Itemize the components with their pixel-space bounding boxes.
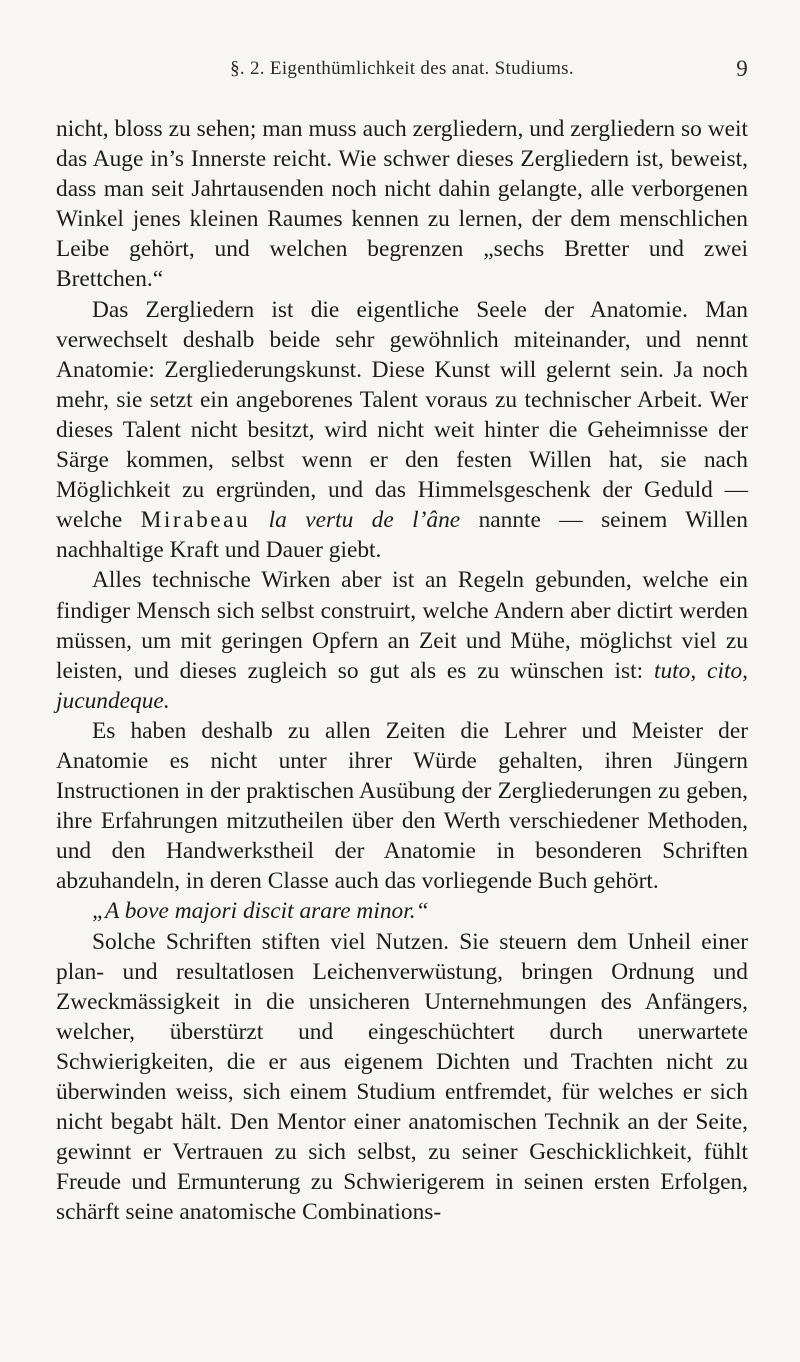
name-mirabeau: Mirabeau [140,507,251,534]
paragraph-2-text-a: Das Zergliedern ist die eigentliche Seele der Anatomie. Man verwechselt deshalb beide sehr gewöhnlich miteinander, und nennt Anatomie: Zergliederungskunst. Diese Kunst will gelernt sein. Ja noch mehr, sie setzt ein angeborenes Talent voraus zu technischer Arbeit. Wer dieses Talent nicht besitzt, wird nicht weit hinter die Geheimnisse der Särge kommen, selbst wenn er den festen Willen hat, sie nach Möglichkeit zu ergründen, und das Himmelsgeschenk der Geduld — welche [56,296,748,534]
body-text [56,114,748,1227]
page-number: 9 [736,56,748,81]
section-title: §. 2. Eigenthümlichkeit des anat. Studiums. [230,58,574,79]
paragraph-3 [56,565,748,715]
paragraph-3-text: Alles technische Wirken aber ist an Regeln gebunden, welche ein findiger Mensch sich selbst construirt, welche Andern aber dictirt werden müssen, um mit geringen Opfern an Zeit und Mühe, möglichst viel zu leisten, und dieses zugleich so gut als es zu wünschen ist: [56,567,748,684]
quote-tuto-cito: tuto, cito, jucundeque. [56,657,748,714]
paragraph-5: Solche Schriften stiften viel Nutzen. Sie steuern dem Unheil einer plan- und resultatlosen Leichenverwüstung, bringen Ordnung und Zweckmässigkeit in die unsicheren Unternehmungen des Anfängers, welcher, überstürzt und eingeschüchtert durch unerwartete Schwierigkeiten, die er aus eigenem Dichten und Trachten nicht zu überwinden weiss, sich einem Studium entfremdet, für welches er sich nicht begabt hält. Den Mentor einer anatomischen Technik an der Seite, gewinnt er Vertrauen zu sich selbst, zu seiner Geschicklichkeit, fühlt Freude und Ermunterung zu Schwierigerem in seinen ersten Erfolgen, schärft seine anatomische Combinations- [56,928,748,1226]
quote-la-vertu: la vertu de l’âne [268,507,461,534]
paragraph-1: nicht, bloss zu sehen; man muss auch zergliedern, und zergliedern so weit das Auge in’s Innerste reicht. Wie schwer dieses Zergliedern ist, beweist, dass man seit Jahrtausenden noch nicht dahin gelangte, alle verborgenen Winkel jenes kleinen Raumes kennen zu lernen, der dem menschlichen Leibe gehört, und welchen begrenzen „sechs Bretter und zwei Brettchen.“ [56,116,748,293]
paragraph-2-text-b: nannte — seinem Willen nachhaltige Kraft und Dauer giebt. [56,507,748,564]
running-head [56,58,748,90]
paragraph-4: Es haben deshalb zu allen Zeiten die Lehrer und Meister der Anatomie es nicht unter ihrer Würde gehalten, ihren Jüngern Instructionen in der praktischen Ausübung der Zergliederungen zu geben, ihre Erfahrungen mitzutheilen über den Werth verschiedener Methoden, und den Handwerkstheil der Anatomie in besonderen Schriften abzuhandeln, in deren Classe auch das vorliegende Buch gehört. [56,717,748,895]
paragraph-2 [56,295,748,566]
latin-motto [56,896,748,926]
motto-text: „A bove majori discit arare minor.“ [92,898,429,925]
